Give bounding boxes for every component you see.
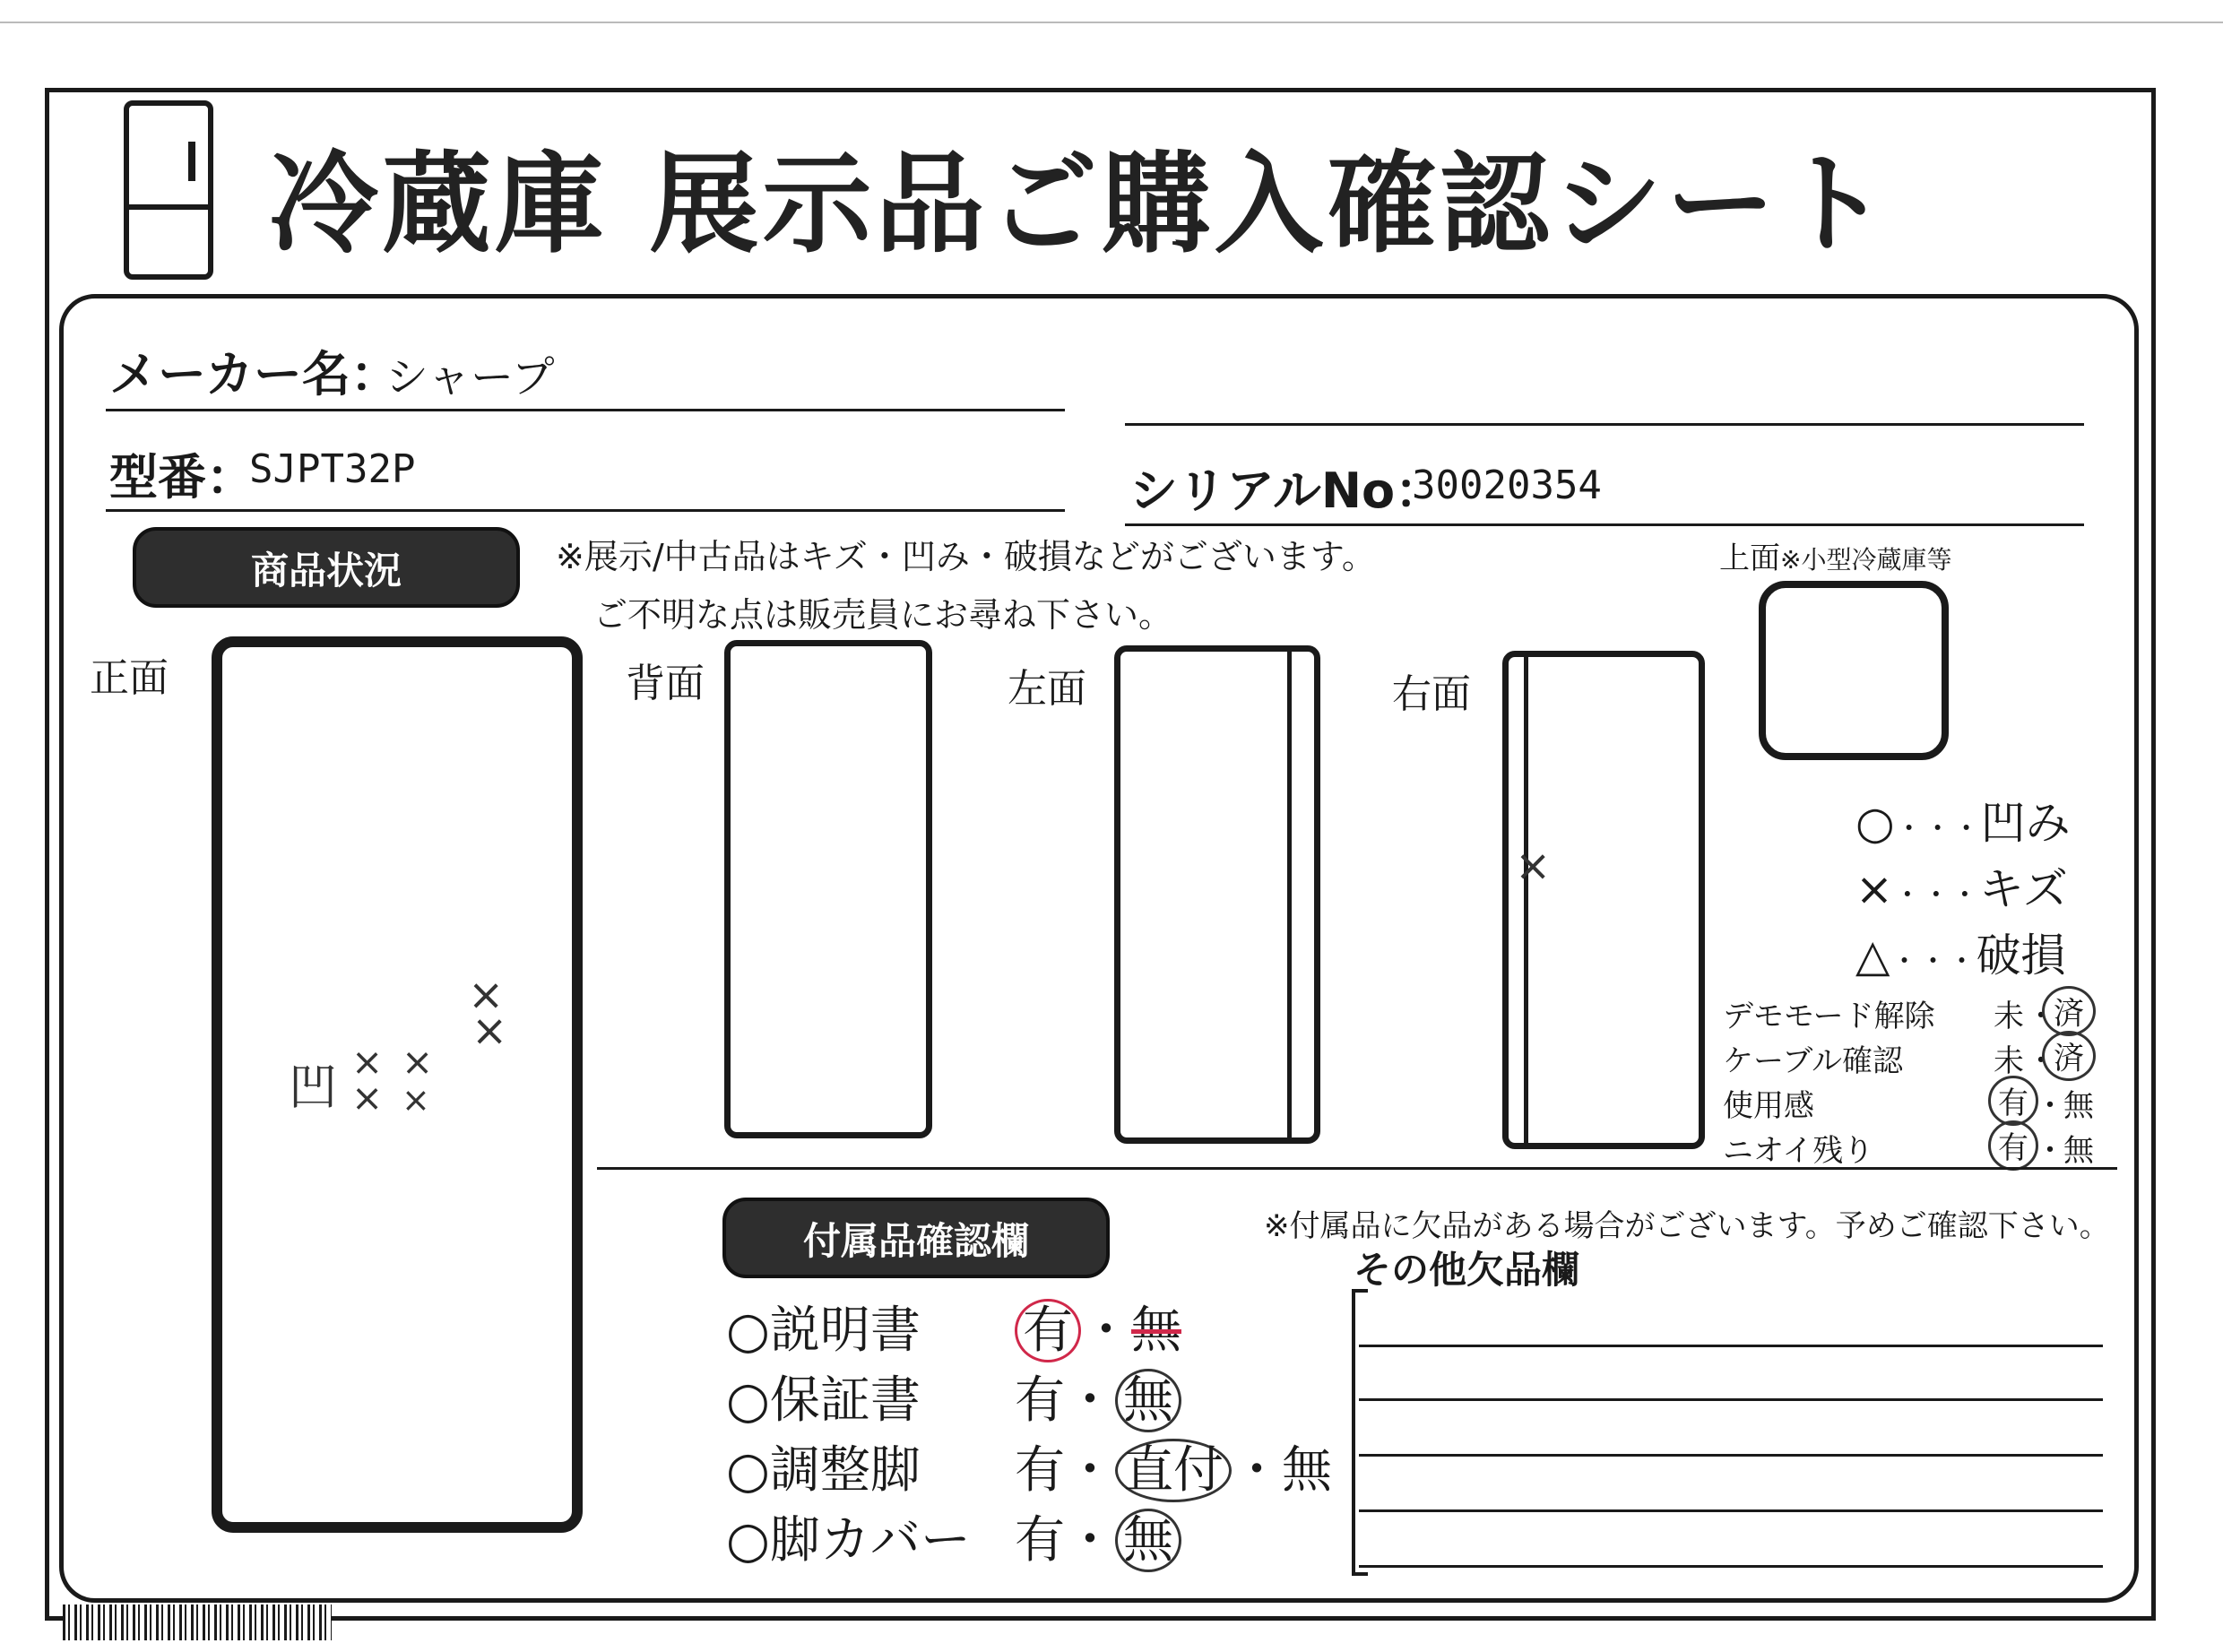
left-face-label: 左面 bbox=[1008, 666, 1086, 712]
status-cable-check-selected[interactable]: 済 bbox=[2042, 1031, 2096, 1081]
section-divider bbox=[597, 1167, 2117, 1170]
accessories-heading: 付属品確認欄 bbox=[722, 1198, 1110, 1278]
other-missing-heading: その他欠品欄 bbox=[1354, 1248, 1580, 1292]
serial-value[interactable]: 30020354 bbox=[1412, 463, 1602, 508]
accessory-manual-selected[interactable]: 有 bbox=[1015, 1299, 1081, 1362]
front-scratch-mark: × bbox=[402, 1040, 434, 1084]
other-missing-line[interactable] bbox=[1359, 1398, 2103, 1401]
page-title: 冷蔵庫 展示品ご購入確認シート bbox=[269, 141, 1892, 268]
accessory-adjuster-feet-options: 有・ 直付 ・無 bbox=[1015, 1431, 1332, 1502]
top-face-label: 上面※小型冷蔵庫等 bbox=[1719, 541, 1952, 576]
front-scratch-mark: × bbox=[402, 1080, 430, 1120]
model-underline bbox=[106, 509, 1065, 512]
model-label: 型番： bbox=[109, 449, 255, 506]
maker-label: メーカー名： bbox=[109, 346, 399, 402]
back-face-label: 背面 bbox=[626, 661, 705, 706]
accessory-foot-cover-selected[interactable]: 無 bbox=[1115, 1509, 1181, 1572]
other-missing-line[interactable] bbox=[1359, 1565, 2103, 1568]
front-scratch-mark: × bbox=[468, 970, 505, 1020]
maker-value[interactable]: シャープ bbox=[385, 352, 555, 402]
other-missing-line[interactable] bbox=[1359, 1345, 2103, 1347]
right-face-label: 右面 bbox=[1392, 671, 1471, 717]
serial-underline bbox=[1125, 523, 2084, 526]
front-face-panel[interactable] bbox=[212, 636, 583, 1533]
accessory-manual-options: 有 ・無 bbox=[1015, 1291, 1181, 1362]
legend-scratch: ×・・・キズ bbox=[1855, 863, 2068, 915]
other-missing-bracket bbox=[1352, 1289, 1368, 1576]
front-scratch-mark: × bbox=[351, 1076, 384, 1120]
condition-heading: 商品状況 bbox=[133, 527, 520, 608]
status-usage-wear-selected[interactable]: 有 bbox=[1988, 1076, 2038, 1126]
other-missing-line[interactable] bbox=[1359, 1509, 2103, 1512]
front-scratch-mark: × bbox=[351, 1040, 384, 1084]
top-face-panel[interactable] bbox=[1759, 581, 1949, 760]
right-scratch-mark: × bbox=[1515, 841, 1552, 891]
right-face-edge bbox=[1524, 654, 1528, 1146]
status-demo-mode-selected[interactable]: 済 bbox=[2042, 986, 2096, 1036]
legend-damage: △・・・破損 bbox=[1855, 930, 2066, 982]
other-missing-line[interactable] bbox=[1359, 1454, 2103, 1457]
accessory-adjuster-feet-label: ○調整脚 bbox=[726, 1441, 921, 1500]
status-cable-check: ケーブル確認 未 ・ 済 bbox=[1723, 1036, 2099, 1080]
fridge-icon bbox=[124, 100, 213, 280]
status-odor: ニオイ残り 有 ・ 無 bbox=[1723, 1126, 2099, 1170]
left-face-edge bbox=[1287, 649, 1292, 1140]
status-odor-selected[interactable]: 有 bbox=[1988, 1120, 2038, 1171]
status-usage-wear: 使用感 有 ・ 無 bbox=[1723, 1081, 2099, 1125]
status-demo-mode: デモモード解除 未 ・ 済 bbox=[1723, 991, 2099, 1035]
barcode bbox=[63, 1604, 332, 1640]
front-dent-mark: 凹 bbox=[289, 1059, 337, 1115]
front-face-label: 正面 bbox=[90, 655, 169, 701]
serial-label: シリアルNo： bbox=[1129, 463, 1444, 519]
front-scratch-mark: × bbox=[471, 1006, 508, 1056]
condition-note-line2: ご不明な点は販売員にお尋ね下さい。 bbox=[593, 595, 1173, 635]
scan-edge-line bbox=[0, 22, 2223, 23]
condition-note-line1: ※展示/中古品はキズ・凹み・破損などがございます。 bbox=[556, 537, 1376, 576]
blank-underline bbox=[1125, 423, 2084, 426]
accessory-warranty-options: 有・ 無 bbox=[1015, 1361, 1181, 1432]
accessories-note: ※付属品に欠品がある場合がございます。予めご確認下さい。 bbox=[1264, 1208, 2110, 1244]
accessory-adjuster-feet-selected[interactable]: 直付 bbox=[1115, 1439, 1232, 1502]
accessory-foot-cover-options: 有・ 無 bbox=[1015, 1501, 1181, 1572]
back-face-panel[interactable] bbox=[724, 640, 932, 1138]
legend-dent: ○・・・凹み bbox=[1855, 797, 2071, 849]
right-face-panel[interactable] bbox=[1502, 651, 1705, 1149]
maker-underline bbox=[106, 409, 1065, 411]
accessory-foot-cover-label: ○脚カバー bbox=[726, 1511, 971, 1570]
model-value[interactable]: SJPT32P bbox=[249, 446, 416, 492]
accessory-warranty-label: ○保証書 bbox=[726, 1371, 921, 1430]
accessory-manual-label: ○説明書 bbox=[726, 1302, 921, 1360]
accessory-warranty-selected[interactable]: 無 bbox=[1115, 1369, 1181, 1432]
